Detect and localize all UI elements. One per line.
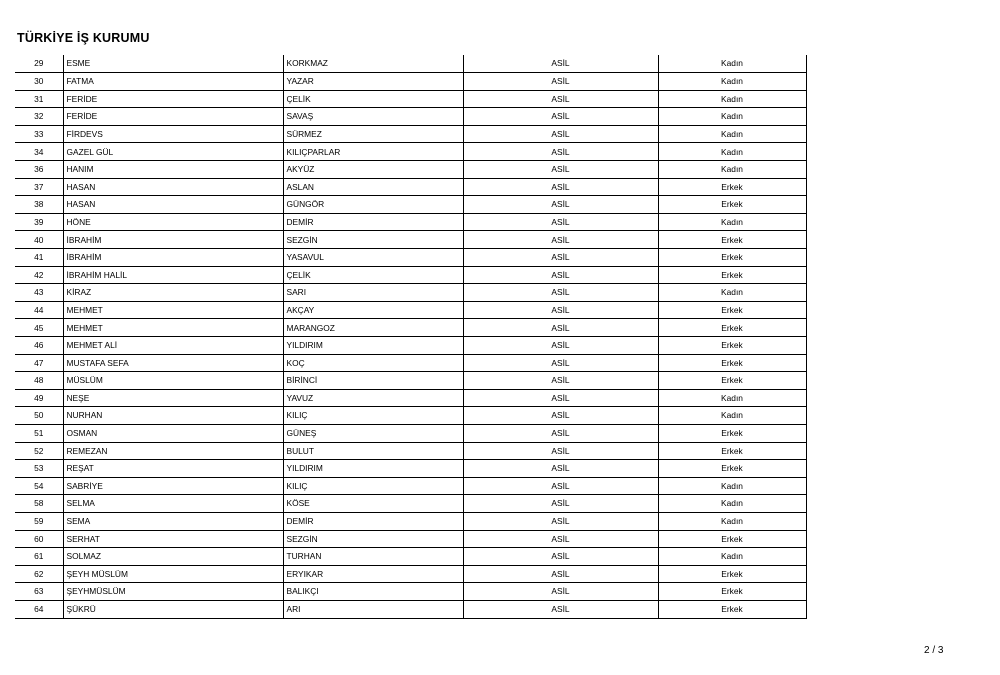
status-cell: ASİL <box>463 55 658 73</box>
last-name-cell: BİRİNCİ <box>283 372 463 390</box>
first-name-cell: FERİDE <box>63 108 283 126</box>
last-name-cell: SARI <box>283 284 463 302</box>
table-row <box>15 424 806 442</box>
gender-cell: Kadın <box>658 477 806 495</box>
first-name-cell: ESME <box>63 55 283 73</box>
table-row <box>15 548 806 566</box>
row-number-cell: 64 <box>15 600 63 618</box>
last-name-cell: DEMİR <box>283 512 463 530</box>
last-name-cell: ARI <box>283 600 463 618</box>
status-cell: ASİL <box>463 548 658 566</box>
gender-cell: Kadın <box>658 90 806 108</box>
first-name-cell: NURHAN <box>63 407 283 425</box>
last-name-cell: KILIÇPARLAR <box>283 143 463 161</box>
status-cell: ASİL <box>463 337 658 355</box>
gender-cell: Kadın <box>658 407 806 425</box>
status-cell: ASİL <box>463 266 658 284</box>
table-row <box>15 530 806 548</box>
table-row <box>15 108 806 126</box>
first-name-cell: ŞEYH MÜSLÜM <box>63 565 283 583</box>
status-cell: ASİL <box>463 90 658 108</box>
gender-cell: Kadın <box>658 143 806 161</box>
gender-cell: Erkek <box>658 600 806 618</box>
row-number-cell: 40 <box>15 231 63 249</box>
page-title: TÜRKİYE İŞ KURUMU <box>17 31 150 45</box>
status-cell: ASİL <box>463 125 658 143</box>
last-name-cell: SAVAŞ <box>283 108 463 126</box>
table-row <box>15 337 806 355</box>
first-name-cell: ŞEYHMÜSLÜM <box>63 583 283 601</box>
first-name-cell: İBRAHİM HALİL <box>63 266 283 284</box>
gender-cell: Kadın <box>658 389 806 407</box>
gender-cell: Kadın <box>658 55 806 73</box>
first-name-cell: FİRDEVS <box>63 125 283 143</box>
last-name-cell: ÇELİK <box>283 90 463 108</box>
row-number-cell: 54 <box>15 477 63 495</box>
first-name-cell: MEHMET ALİ <box>63 337 283 355</box>
first-name-cell: İBRAHİM <box>63 231 283 249</box>
gender-cell: Kadın <box>658 73 806 91</box>
gender-cell: Kadın <box>658 512 806 530</box>
status-cell: ASİL <box>463 407 658 425</box>
last-name-cell: BULUT <box>283 442 463 460</box>
gender-cell: Erkek <box>658 460 806 478</box>
table-row <box>15 161 806 179</box>
row-number-cell: 33 <box>15 125 63 143</box>
table-row <box>15 477 806 495</box>
gender-cell: Erkek <box>658 266 806 284</box>
first-name-cell: FERİDE <box>63 90 283 108</box>
page-number: 2 / 3 <box>924 645 944 656</box>
last-name-cell: BALIKÇI <box>283 583 463 601</box>
first-name-cell: MUSTAFA SEFA <box>63 354 283 372</box>
table-row <box>15 249 806 267</box>
table-row <box>15 55 806 73</box>
row-number-cell: 44 <box>15 301 63 319</box>
status-cell: ASİL <box>463 213 658 231</box>
table-row <box>15 600 806 618</box>
gender-cell: Erkek <box>658 196 806 214</box>
gender-cell: Kadın <box>658 161 806 179</box>
table-row <box>15 231 806 249</box>
first-name-cell: HASAN <box>63 178 283 196</box>
first-name-cell: SABRİYE <box>63 477 283 495</box>
row-number-cell: 47 <box>15 354 63 372</box>
last-name-cell: SÜRMEZ <box>283 125 463 143</box>
first-name-cell: MÜSLÜM <box>63 372 283 390</box>
last-name-cell: ÇELİK <box>283 266 463 284</box>
status-cell: ASİL <box>463 284 658 302</box>
table-row <box>15 213 806 231</box>
status-cell: ASİL <box>463 442 658 460</box>
last-name-cell: KILIÇ <box>283 477 463 495</box>
last-name-cell: ERYIKAR <box>283 565 463 583</box>
gender-cell: Erkek <box>658 301 806 319</box>
gender-cell: Erkek <box>658 319 806 337</box>
table-row <box>15 284 806 302</box>
table-row <box>15 143 806 161</box>
last-name-cell: YAZAR <box>283 73 463 91</box>
table-row <box>15 512 806 530</box>
gender-cell: Erkek <box>658 565 806 583</box>
row-number-cell: 52 <box>15 442 63 460</box>
gender-cell: Erkek <box>658 530 806 548</box>
table-row <box>15 266 806 284</box>
gender-cell: Kadın <box>658 548 806 566</box>
row-number-cell: 62 <box>15 565 63 583</box>
row-number-cell: 32 <box>15 108 63 126</box>
status-cell: ASİL <box>463 196 658 214</box>
last-name-cell: MARANGOZ <box>283 319 463 337</box>
gender-cell: Erkek <box>658 442 806 460</box>
row-number-cell: 46 <box>15 337 63 355</box>
row-number-cell: 61 <box>15 548 63 566</box>
row-number-cell: 39 <box>15 213 63 231</box>
row-number-cell: 30 <box>15 73 63 91</box>
first-name-cell: SEMA <box>63 512 283 530</box>
row-number-cell: 48 <box>15 372 63 390</box>
gender-cell: Kadın <box>658 284 806 302</box>
status-cell: ASİL <box>463 512 658 530</box>
table-row <box>15 372 806 390</box>
table-row <box>15 407 806 425</box>
status-cell: ASİL <box>463 143 658 161</box>
first-name-cell: MEHMET <box>63 301 283 319</box>
status-cell: ASİL <box>463 424 658 442</box>
last-name-cell: YASAVUL <box>283 249 463 267</box>
table-row <box>15 442 806 460</box>
status-cell: ASİL <box>463 249 658 267</box>
status-cell: ASİL <box>463 354 658 372</box>
table-row <box>15 583 806 601</box>
status-cell: ASİL <box>463 477 658 495</box>
status-cell: ASİL <box>463 178 658 196</box>
status-cell: ASİL <box>463 583 658 601</box>
status-cell: ASİL <box>463 565 658 583</box>
last-name-cell: SEZGİN <box>283 530 463 548</box>
row-number-cell: 38 <box>15 196 63 214</box>
table-row <box>15 73 806 91</box>
gender-cell: Erkek <box>658 337 806 355</box>
row-number-cell: 45 <box>15 319 63 337</box>
last-name-cell: ASLAN <box>283 178 463 196</box>
row-number-cell: 29 <box>15 55 63 73</box>
first-name-cell: HÖNE <box>63 213 283 231</box>
last-name-cell: KILIÇ <box>283 407 463 425</box>
status-cell: ASİL <box>463 108 658 126</box>
first-name-cell: HASAN <box>63 196 283 214</box>
last-name-cell: GÜNGÖR <box>283 196 463 214</box>
first-name-cell: NEŞE <box>63 389 283 407</box>
first-name-cell: FATMA <box>63 73 283 91</box>
gender-cell: Erkek <box>658 424 806 442</box>
gender-cell: Kadın <box>658 125 806 143</box>
last-name-cell: KÖSE <box>283 495 463 513</box>
row-number-cell: 43 <box>15 284 63 302</box>
gender-cell: Erkek <box>658 231 806 249</box>
row-number-cell: 63 <box>15 583 63 601</box>
last-name-cell: KORKMAZ <box>283 55 463 73</box>
table-row <box>15 495 806 513</box>
first-name-cell: SELMA <box>63 495 283 513</box>
table-row <box>15 90 806 108</box>
row-number-cell: 42 <box>15 266 63 284</box>
last-name-cell: YAVUZ <box>283 389 463 407</box>
table-row <box>15 319 806 337</box>
table-row <box>15 354 806 372</box>
gender-cell: Erkek <box>658 249 806 267</box>
last-name-cell: YILDIRIM <box>283 460 463 478</box>
last-name-cell: YILDIRIM <box>283 337 463 355</box>
status-cell: ASİL <box>463 460 658 478</box>
status-cell: ASİL <box>463 372 658 390</box>
first-name-cell: KİRAZ <box>63 284 283 302</box>
status-cell: ASİL <box>463 319 658 337</box>
first-name-cell: REMEZAN <box>63 442 283 460</box>
last-name-cell: SEZGİN <box>283 231 463 249</box>
status-cell: ASİL <box>463 530 658 548</box>
gender-cell: Kadın <box>658 213 806 231</box>
candidate-table <box>15 55 807 619</box>
gender-cell: Erkek <box>658 583 806 601</box>
row-number-cell: 34 <box>15 143 63 161</box>
first-name-cell: SOLMAZ <box>63 548 283 566</box>
row-number-cell: 59 <box>15 512 63 530</box>
status-cell: ASİL <box>463 495 658 513</box>
first-name-cell: İBRAHİM <box>63 249 283 267</box>
first-name-cell: HANIM <box>63 161 283 179</box>
row-number-cell: 36 <box>15 161 63 179</box>
row-number-cell: 41 <box>15 249 63 267</box>
table-row <box>15 196 806 214</box>
last-name-cell: DEMİR <box>283 213 463 231</box>
table-row <box>15 125 806 143</box>
table-row <box>15 389 806 407</box>
row-number-cell: 37 <box>15 178 63 196</box>
first-name-cell: SERHAT <box>63 530 283 548</box>
row-number-cell: 51 <box>15 424 63 442</box>
status-cell: ASİL <box>463 73 658 91</box>
last-name-cell: AKYÜZ <box>283 161 463 179</box>
row-number-cell: 53 <box>15 460 63 478</box>
candidate-table-body <box>15 55 806 618</box>
gender-cell: Kadın <box>658 108 806 126</box>
first-name-cell: ŞÜKRÜ <box>63 600 283 618</box>
status-cell: ASİL <box>463 301 658 319</box>
status-cell: ASİL <box>463 389 658 407</box>
gender-cell: Erkek <box>658 372 806 390</box>
table-row <box>15 565 806 583</box>
gender-cell: Erkek <box>658 354 806 372</box>
status-cell: ASİL <box>463 161 658 179</box>
table-row <box>15 460 806 478</box>
row-number-cell: 58 <box>15 495 63 513</box>
row-number-cell: 60 <box>15 530 63 548</box>
row-number-cell: 31 <box>15 90 63 108</box>
status-cell: ASİL <box>463 231 658 249</box>
status-cell: ASİL <box>463 600 658 618</box>
last-name-cell: KOÇ <box>283 354 463 372</box>
first-name-cell: GAZEL GÜL <box>63 143 283 161</box>
last-name-cell: TURHAN <box>283 548 463 566</box>
table-row <box>15 178 806 196</box>
row-number-cell: 50 <box>15 407 63 425</box>
gender-cell: Kadın <box>658 495 806 513</box>
first-name-cell: OSMAN <box>63 424 283 442</box>
gender-cell: Erkek <box>658 178 806 196</box>
last-name-cell: GÜNEŞ <box>283 424 463 442</box>
row-number-cell: 49 <box>15 389 63 407</box>
first-name-cell: MEHMET <box>63 319 283 337</box>
last-name-cell: AKÇAY <box>283 301 463 319</box>
first-name-cell: REŞAT <box>63 460 283 478</box>
table-row <box>15 301 806 319</box>
